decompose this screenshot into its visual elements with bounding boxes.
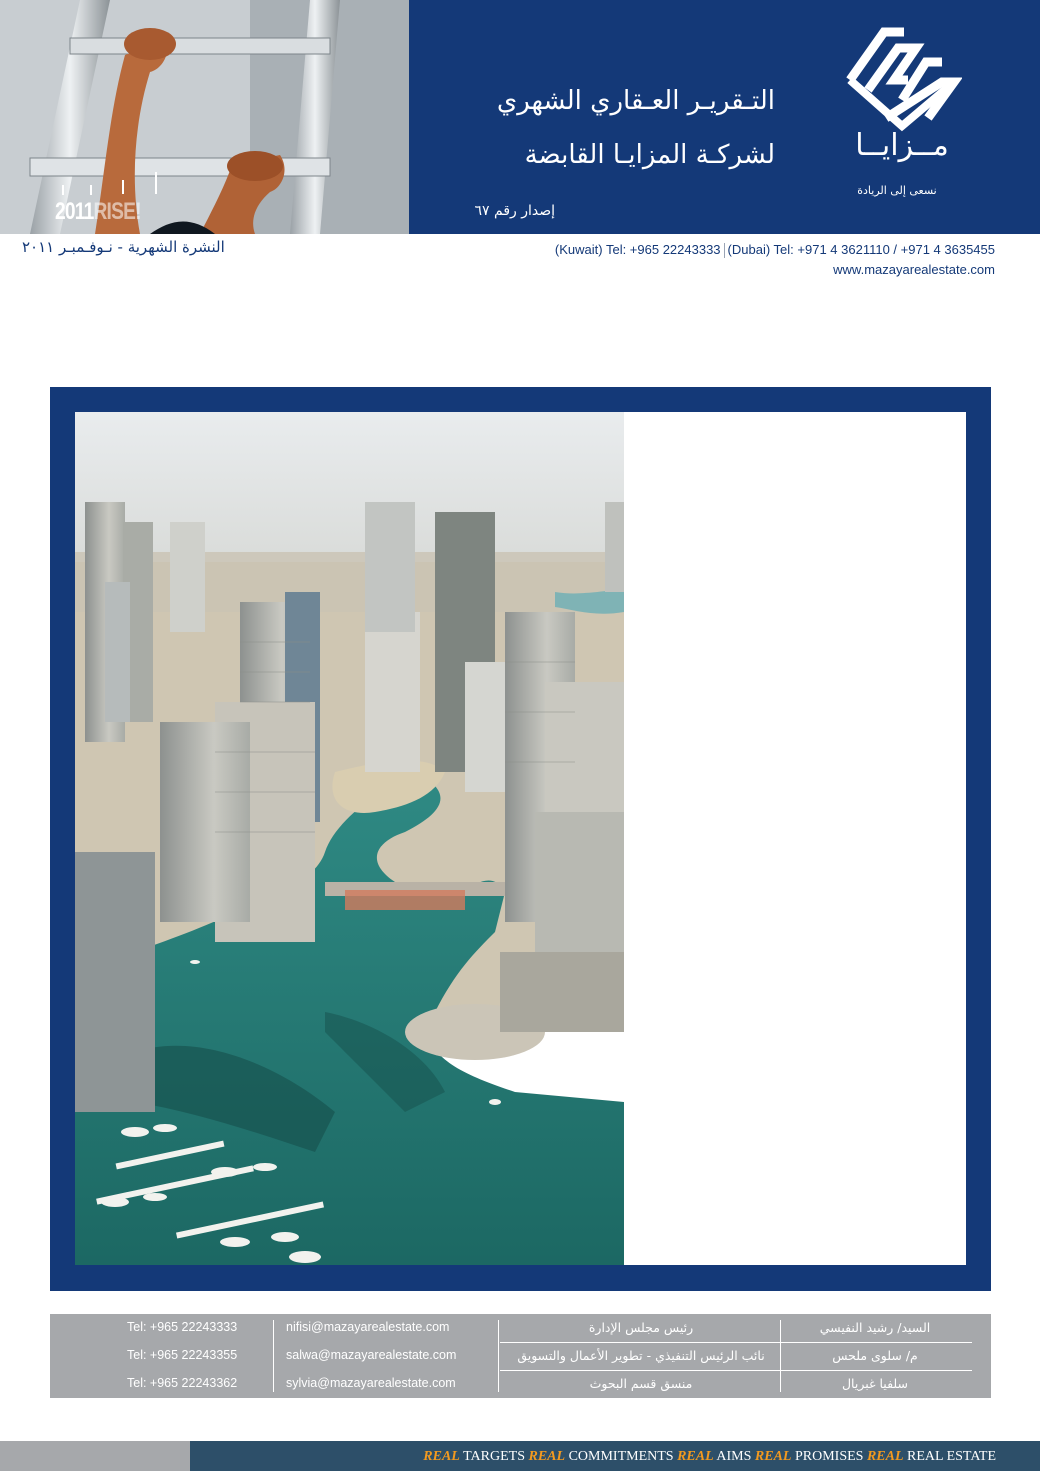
phone-contacts	[555, 242, 995, 258]
table-row	[50, 1342, 991, 1370]
slogan-highlight: REAL	[423, 1449, 460, 1464]
issue-number: إصدار رقم ٦٧	[474, 203, 555, 219]
kuwait-phone: (Kuwait) Tel: +965 22243333	[554, 242, 721, 257]
contact-phone: Tel: +965 22243355	[127, 1348, 238, 1362]
slogan-highlight: REAL	[754, 1449, 792, 1464]
dubai-marina-photo	[75, 412, 624, 1265]
website-link[interactable]: www.mazayarealestate.com	[833, 262, 995, 277]
slogan-text: COMMITMENTS	[565, 1449, 678, 1464]
photo-frame	[50, 387, 991, 1291]
slogan-highlight: REAL	[528, 1449, 566, 1464]
contact-role: نائب الرئيس التنفيذي - تطوير الأعمال والتسويق	[517, 1348, 765, 1363]
slogan-highlight: REAL	[866, 1449, 904, 1464]
footer-slogan	[423, 1449, 996, 1465]
company-title: لشركـة المزايـا القابضة	[524, 140, 775, 170]
contacts-table	[50, 1314, 991, 1398]
brand-tagline: نسعى إلى الريادة	[857, 184, 937, 197]
slogan-text: TARGETS	[459, 1449, 529, 1464]
contact-email[interactable]: salwa@mazayarealestate.com	[286, 1348, 457, 1362]
contact-email[interactable]: nifisi@mazayarealestate.com	[286, 1320, 450, 1334]
contact-role: منسق قسم البحوث	[589, 1376, 693, 1391]
contact-name: م/ سلوى ملحس	[832, 1348, 918, 1363]
dubai-phone: (Dubai) Tel: +971 4 3621110 / +971 4 3635455	[727, 242, 995, 257]
rise-year: 2011	[55, 198, 94, 225]
issue-date: النشرة الشهرية - نـوفـمبـر ٢٠١١	[22, 238, 225, 256]
table-row	[50, 1314, 991, 1342]
brand-name: مــزايــا	[855, 128, 949, 163]
rise-badge	[55, 198, 141, 226]
contact-name: السيد/ رشيد النفيسي	[819, 1320, 931, 1335]
photo-frame-inner	[75, 412, 966, 1265]
rise-word: RISE!	[93, 198, 141, 225]
contact-name: سلفيا غبريال	[841, 1376, 909, 1391]
footer-grey-block	[0, 1441, 190, 1471]
contact-email[interactable]: sylvia@mazayarealestate.com	[286, 1376, 456, 1390]
separator	[724, 243, 725, 258]
slogan-highlight: REAL	[677, 1449, 714, 1464]
table-row	[50, 1370, 991, 1398]
mazaya-logo-icon	[842, 18, 962, 138]
cover-photo-ladder	[0, 0, 409, 234]
contact-phone: Tel: +965 22243362	[127, 1376, 238, 1390]
contact-role: رئيس مجلس الإدارة	[588, 1320, 694, 1335]
slogan-text: REAL ESTATE	[903, 1449, 996, 1464]
contact-phone: Tel: +965 22243333	[127, 1320, 238, 1334]
slogan-text: AIMS	[713, 1449, 755, 1464]
footer-bar	[190, 1441, 1040, 1471]
report-title: التـقريـر العـقاري الشهري	[496, 86, 775, 116]
slogan-text: PROMISES	[791, 1449, 867, 1464]
